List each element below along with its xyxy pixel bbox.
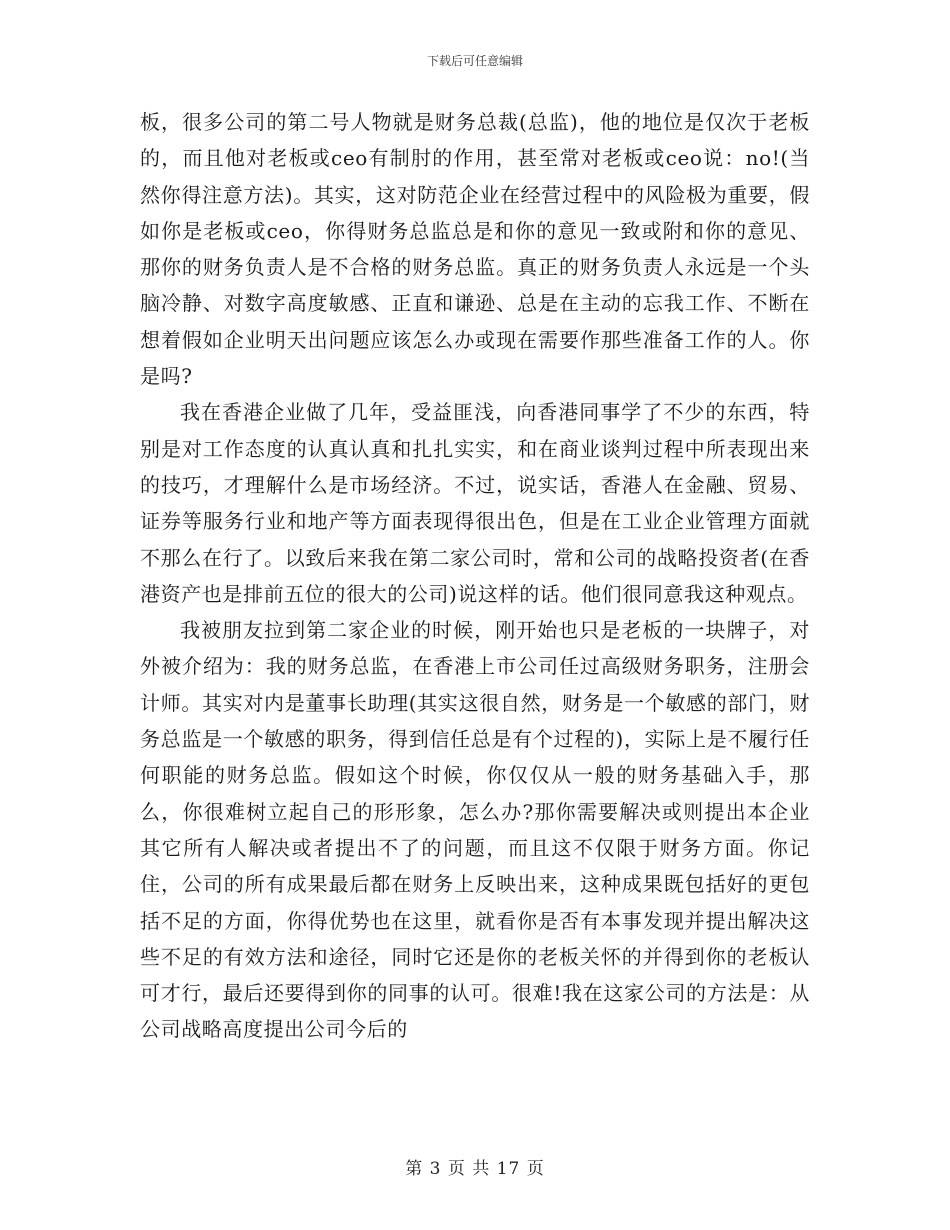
paragraph-3: 我被朋友拉到第二家企业的时候，刚开始也只是老板的一块牌子，对外被介绍为：我的财务总监，在香港上市公司任过高级财务职务，注册会计师。其实对内是董事长助理(其实这很自然，财务是一个敏感的部门，财务总监是一个敏感的职务，得到信任总是有个过程的)，实际上是不履行任何职能的财务总监。假如这个时候，你仅仅从一般的财务基础入手，那么，你很难树立起自己的形形象，怎么办?那你需要解决或则提出本企业其它所有人解决或者提出不了的问题，而且这不仅限于财务方面。你记住，公司的所有成果最后都在财务上反映出来，这种成果既包括好的更包括不足的方面，你得优势也在这里，就看你是否有本事发现并提出解决这些不足的有效方法和途径，同时它还是你的老板关怀的并得到你的老板认可才行，最后还要得到你的同事的认可。很难!我在这家公司的方法是：从公司战略高度提出公司今后的 xyxy=(140,618,810,1042)
footer-page-number: 3 xyxy=(429,1159,442,1179)
page-footer xyxy=(0,1154,950,1179)
page-header-note: 下载后可任意编辑 xyxy=(426,54,523,68)
footer-middle: 页 共 xyxy=(447,1159,491,1179)
paragraph-2: 我在香港企业做了几年，受益匪浅，向香港同事学了不少的东西，特别是对工作态度的认真认真和扎扎实实，和在商业谈判过程中所表现出来的技巧，才理解什么是市场经济。不过，说实话，香港人在金融、贸易、证券等服务行业和地产等方面表现得很出色，但是在工业企业管理方面就不那么在行了。以致后来我在第二家公司时，常和公司的战略投资者(在香港资产也是排前五位的很大的公司)说这样的话。他们很同意我这种观点。 xyxy=(140,400,810,606)
document-body xyxy=(140,104,810,1048)
footer-total-pages: 17 xyxy=(496,1159,521,1179)
paragraph-1: 板，很多公司的第二号人物就是财务总裁(总监)，他的地位是仅次于老板的，而且他对老板或ceo有制肘的作用，甚至常对老板或ceo说：no!(当然你得注意方法)。其实，这对防范企业在经营过程中的风险极为重要，假如你是老板或ceo，你得财务总监总是和你的意见一致或附和你的意见、那你的财务负责人是不合格的财务总监。真正的财务负责人永远是一个头脑冷静、对数字高度敏感、正直和谦逊、总是在主动的忘我工作、不断在想着假如企业明天出问题应该怎么办或现在需要作那些准备工作的人。你是吗? xyxy=(140,110,810,389)
footer-prefix: 第 xyxy=(405,1159,424,1179)
footer-suffix: 页 xyxy=(526,1159,545,1179)
